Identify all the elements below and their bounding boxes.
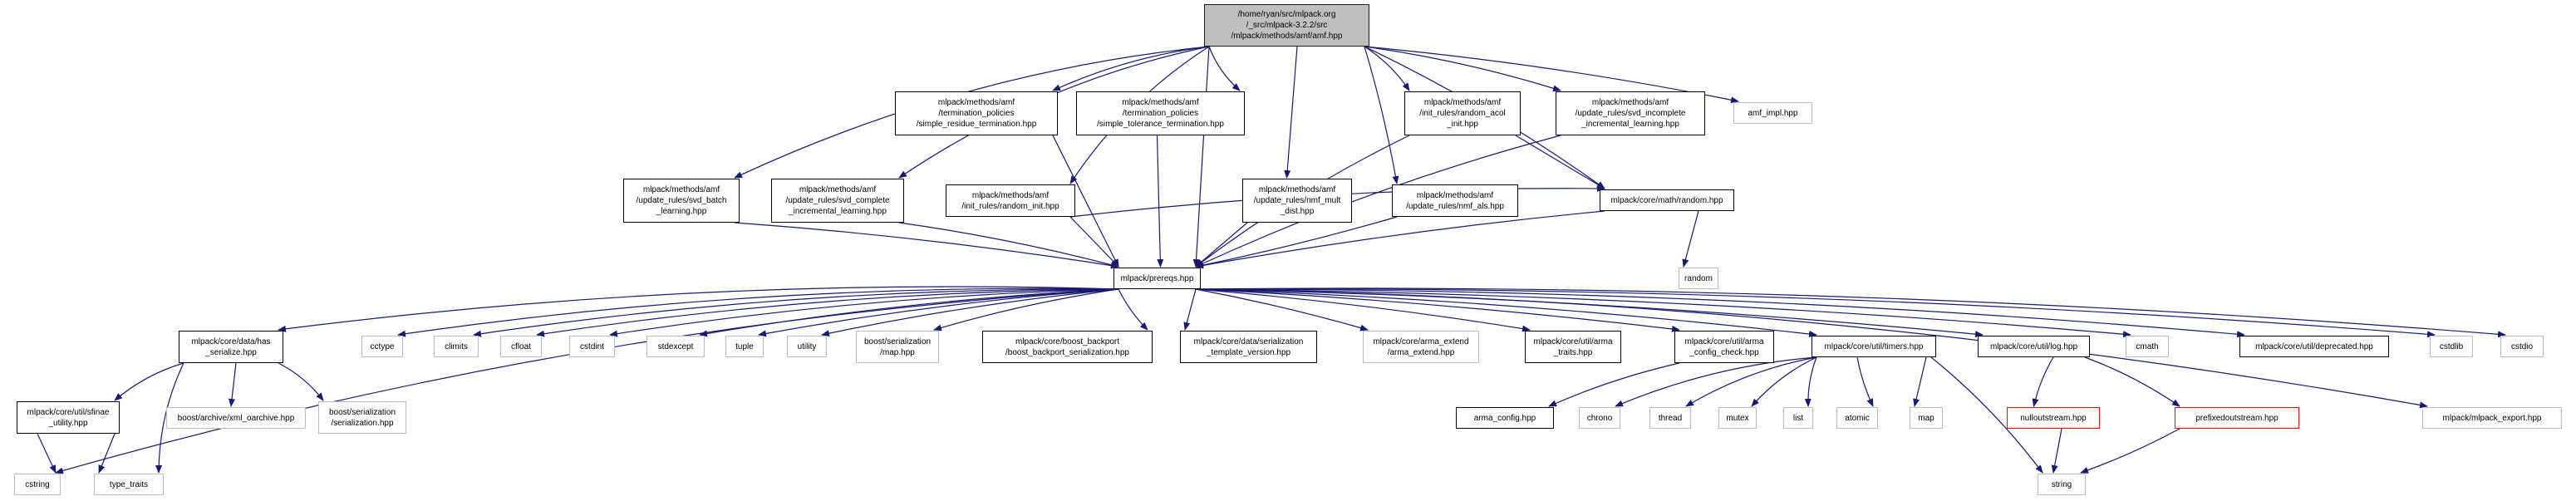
graph-node-label: boost/serialization bbox=[328, 407, 396, 417]
graph-node-label: _init.hpp bbox=[1447, 120, 1478, 129]
include-edge-random-acol-init-to-core-math-random-hpp bbox=[1516, 135, 1605, 189]
graph-node-deprecated-hpp[interactable] bbox=[2239, 336, 2389, 357]
graph-node-label: mlpack/methods/amf bbox=[971, 190, 1050, 200]
include-edge-has-serialize-hpp-to-boost-serialization-hpp bbox=[278, 363, 323, 400]
include-edge-prereqs-hpp-to-cfloat bbox=[537, 289, 1118, 335]
graph-node-label: mlpack/prereqs.hpp bbox=[1120, 273, 1194, 283]
include-edge-amf-hpp-to-nmf-als bbox=[1364, 47, 1397, 184]
graph-node-random-init[interactable] bbox=[946, 184, 1075, 217]
include-edge-prereqs-hpp-to-has-serialize-hpp bbox=[278, 287, 1118, 330]
include-edge-random-init-to-prereqs-hpp bbox=[1070, 217, 1118, 267]
include-edge-prereqs-hpp-to-cctype bbox=[398, 288, 1118, 335]
include-edge-timers-hpp-to-map bbox=[1915, 357, 1926, 406]
graph-node-label: _template_version.hpp bbox=[1206, 347, 1291, 357]
graph-node-list bbox=[1783, 407, 1813, 429]
graph-node-cstdio bbox=[2500, 336, 2544, 357]
graph-node-boost-serialization-hpp bbox=[318, 401, 406, 434]
graph-node-tuple bbox=[725, 336, 764, 357]
graph-node-climits bbox=[434, 336, 479, 357]
graph-node-sfinae-utility[interactable] bbox=[17, 401, 120, 434]
include-edge-log-hpp-to-nulloutstream-hpp bbox=[2034, 357, 2054, 406]
graph-node-label: /_src/mlpack-3.2.2/src bbox=[1246, 21, 1328, 30]
graph-node-cstdlib bbox=[2430, 336, 2473, 357]
include-edge-svd-batch-learning-to-prereqs-hpp bbox=[735, 223, 1118, 267]
graph-node-boost-backport-serialization[interactable] bbox=[982, 331, 1153, 363]
graph-node-type-traits bbox=[94, 474, 164, 495]
graph-node-label: chrono bbox=[1586, 413, 1613, 423]
graph-node-label: cmath bbox=[2136, 341, 2159, 351]
graph-node-label: utility bbox=[797, 341, 817, 351]
graph-node-label: atomic bbox=[1845, 413, 1870, 423]
graph-node-stdexcept bbox=[646, 336, 705, 357]
include-edge-amf-hpp-to-simple-residue-termination bbox=[1053, 47, 1209, 91]
graph-node-label: cstring bbox=[25, 479, 50, 489]
graph-node-label: _utility.hpp bbox=[48, 418, 88, 428]
graph-node-arma-config-check[interactable] bbox=[1674, 331, 1774, 363]
include-edge-core-math-random-hpp-to-random bbox=[1684, 211, 1698, 267]
graph-node-label: map bbox=[1918, 413, 1934, 423]
graph-node-label: mlpack/core/util/sfinae bbox=[27, 407, 110, 417]
graph-node-label: _dist.hpp bbox=[1280, 207, 1315, 216]
include-edge-prereqs-hpp-to-serialization-template-version bbox=[1185, 289, 1196, 330]
include-edge-amf-hpp-to-simple-tolerance-termination bbox=[1209, 47, 1240, 91]
graph-node-label: cstdint bbox=[580, 341, 604, 351]
graph-node-label: random bbox=[1684, 273, 1713, 283]
graph-node-label: /update_rules/svd_complete bbox=[785, 196, 890, 205]
graph-node-label: mlpack/mlpack_export.hpp bbox=[2442, 413, 2542, 423]
graph-node-label: /update_rules/svd_incomplete bbox=[1575, 109, 1686, 118]
graph-node-label: nulloutstream.hpp bbox=[2020, 413, 2087, 423]
graph-node-label: mlpack/core/util/deprecated.hpp bbox=[2255, 341, 2373, 351]
graph-node-prereqs-hpp[interactable] bbox=[1113, 268, 1201, 289]
include-edge-amf-hpp-to-nmf-mult-dist bbox=[1287, 47, 1298, 178]
graph-node-arma-extend bbox=[1363, 331, 1479, 363]
graph-node-label: mlpack/methods/amf bbox=[937, 98, 1015, 107]
graph-node-label: /simple_residue_termination.hpp bbox=[916, 120, 1037, 129]
graph-node-label: /boost_backport_serialization.hpp bbox=[1005, 347, 1129, 357]
graph-node-nulloutstream-hpp[interactable] bbox=[2007, 407, 2100, 429]
graph-node-label: cfloat bbox=[511, 341, 531, 351]
graph-node-arma-config-hpp[interactable] bbox=[1456, 407, 1554, 429]
graph-node-label: _config_check.hpp bbox=[1689, 347, 1759, 357]
graph-node-label: /mlpack/methods/amf/amf.hpp bbox=[1231, 32, 1343, 41]
include-edge-has-serialize-hpp-to-xml-oarchive bbox=[231, 363, 236, 406]
graph-node-utility bbox=[787, 336, 827, 357]
graph-node-random-acol-init[interactable] bbox=[1404, 91, 1521, 135]
graph-node-svd-complete-incremental-learning[interactable] bbox=[771, 179, 904, 223]
include-edge-timers-hpp-to-thread bbox=[1686, 357, 1816, 406]
graph-node-label: cstdlib bbox=[2439, 341, 2464, 351]
graph-node-label: /update_rules/nmf_mult bbox=[1253, 196, 1341, 205]
graph-node-label: mlpack/methods/amf bbox=[1416, 190, 1494, 200]
graph-node-label: /serialization.hpp bbox=[331, 418, 394, 428]
graph-node-nmf-als[interactable] bbox=[1392, 184, 1518, 217]
graph-node-label: /home/ryan/src/mlpack.org bbox=[1237, 10, 1336, 19]
graph-node-label: _serialize.hpp bbox=[205, 347, 257, 357]
graph-node-label: mlpack/core/arma_extend bbox=[1373, 336, 1469, 346]
graph-node-atomic bbox=[1836, 407, 1878, 429]
graph-node-cmath bbox=[2126, 336, 2169, 357]
graph-node-label: _traits.hpp bbox=[1553, 347, 1593, 357]
graph-node-timers-hpp[interactable] bbox=[1812, 336, 1936, 357]
graph-node-label: cstdio bbox=[2510, 341, 2534, 351]
graph-node-mlpack-export-hpp bbox=[2422, 407, 2562, 429]
graph-node-simple-residue-termination[interactable] bbox=[895, 91, 1058, 135]
graph-node-nmf-mult-dist[interactable] bbox=[1242, 179, 1352, 223]
include-edge-timers-hpp-to-list bbox=[1808, 357, 1816, 406]
include-edge-has-serialize-hpp-to-sfinae-utility bbox=[115, 363, 184, 400]
graph-node-cstdint bbox=[569, 336, 615, 357]
include-edge-amf-hpp-to-svd-incomplete-incremental-learning bbox=[1364, 47, 1561, 91]
include-edge-sfinae-utility-to-type-traits bbox=[99, 434, 115, 473]
graph-node-core-math-random-hpp[interactable] bbox=[1600, 189, 1734, 211]
graph-node-label: arma_config.hpp bbox=[1473, 413, 1536, 423]
graph-node-label: mlpack/core/data/has bbox=[191, 336, 271, 346]
graph-node-random bbox=[1679, 268, 1718, 289]
graph-node-prefixedoutstream-hpp[interactable] bbox=[2175, 407, 2299, 429]
graph-node-cctype bbox=[361, 336, 403, 357]
graph-node-label: amf_impl.hpp bbox=[1748, 108, 1798, 118]
include-edge-simple-tolerance-termination-to-prereqs-hpp bbox=[1158, 135, 1161, 267]
graph-node-label: mlpack/core/util/arma bbox=[1684, 336, 1764, 346]
graph-node-label: mlpack/methods/amf bbox=[1122, 98, 1199, 107]
graph-node-label: mlpack/methods/amf bbox=[642, 185, 720, 194]
graph-node-label: /update_rules/nmf_als.hpp bbox=[1406, 201, 1504, 211]
graph-node-amf-hpp bbox=[1204, 4, 1369, 47]
include-edge-prereqs-hpp-to-cstring bbox=[56, 289, 1118, 473]
graph-node-xml-oarchive bbox=[166, 407, 306, 429]
include-edge-prereqs-hpp-to-boost-backport-serialization bbox=[1118, 289, 1148, 330]
graph-node-boost-serialization-map-hpp bbox=[856, 331, 939, 363]
include-edge-nmf-mult-dist-to-prereqs-hpp bbox=[1196, 223, 1247, 267]
graph-node-has-serialize-hpp[interactable] bbox=[179, 331, 283, 363]
graph-node-label: /init_rules/random_acol bbox=[1419, 109, 1506, 118]
graph-node-label: string bbox=[2051, 479, 2072, 489]
graph-node-label: mlpack/core/math/random.hpp bbox=[1610, 195, 1723, 205]
include-edge-arma-config-check-to-arma-config-hpp bbox=[1549, 363, 1679, 406]
graph-node-label: prefixedoutstream.hpp bbox=[2195, 413, 2279, 423]
graph-node-label: mlpack/core/util/log.hpp bbox=[1989, 341, 2078, 351]
graph-node-label: boost/archive/xml_oarchive.hpp bbox=[177, 413, 295, 423]
graph-node-label: /map.hpp bbox=[880, 347, 915, 357]
graph-node-label: /arma_extend.hpp bbox=[1387, 347, 1455, 357]
graph-node-label: thread bbox=[1658, 413, 1683, 423]
graph-node-label: mlpack/methods/amf bbox=[1423, 98, 1502, 107]
include-edge-timers-hpp-to-atomic bbox=[1857, 357, 1873, 406]
include-edge-amf-hpp-to-prereqs-hpp bbox=[1196, 47, 1209, 267]
graph-node-label: _incremental_learning.hpp bbox=[1581, 120, 1679, 129]
graph-node-svd-batch-learning[interactable] bbox=[623, 179, 740, 223]
graph-node-label: /termination_policies bbox=[938, 109, 1015, 118]
include-edge-sfinae-utility-to-cstring bbox=[37, 434, 56, 473]
graph-node-mutex bbox=[1718, 407, 1757, 429]
include-edge-prefixedoutstream-hpp-to-string bbox=[2081, 429, 2180, 473]
graph-node-amf-impl-hpp bbox=[1733, 102, 1812, 124]
graph-node-label: list bbox=[1792, 413, 1804, 423]
graph-node-label: mlpack/methods/amf bbox=[1591, 98, 1669, 107]
graph-node-label: mlpack/core/util/arma bbox=[1533, 336, 1613, 346]
graph-node-label: cctype bbox=[370, 341, 395, 351]
graph-node-simple-tolerance-termination[interactable] bbox=[1076, 91, 1245, 135]
graph-node-label: mutex bbox=[1726, 413, 1749, 423]
include-edge-nmf-als-to-prereqs-hpp bbox=[1196, 217, 1397, 267]
graph-node-label: type_traits bbox=[109, 479, 149, 489]
graph-node-log-hpp[interactable] bbox=[1978, 336, 2090, 357]
graph-node-string bbox=[2038, 474, 2086, 495]
graph-node-map bbox=[1910, 407, 1943, 429]
graph-node-label: mlpack/methods/amf bbox=[1258, 185, 1336, 194]
graph-node-label: climits bbox=[445, 341, 468, 351]
graph-node-label: stdexcept bbox=[657, 341, 694, 351]
graph-node-label: mlpack/core/boost_backport bbox=[1015, 336, 1120, 346]
graph-node-label: /termination_policies bbox=[1122, 109, 1199, 118]
graph-node-arma-traits[interactable] bbox=[1525, 331, 1621, 363]
include-edge-prereqs-hpp-to-tuple bbox=[759, 289, 1118, 335]
graph-node-serialization-template-version[interactable] bbox=[1180, 331, 1317, 363]
graph-node-label: mlpack/core/data/serialization bbox=[1193, 336, 1304, 346]
graph-node-label: boost/serialization bbox=[863, 336, 932, 346]
graph-node-label: mlpack/core/util/timers.hpp bbox=[1824, 341, 1924, 351]
graph-node-svd-incomplete-incremental-learning[interactable] bbox=[1556, 91, 1705, 135]
graph-node-chrono bbox=[1579, 407, 1620, 429]
graph-node-label: tuple bbox=[735, 341, 754, 351]
graph-node-label: /update_rules/svd_batch bbox=[636, 196, 727, 205]
graph-node-cstring bbox=[14, 474, 61, 495]
include-edge-nulloutstream-hpp-to-string bbox=[2053, 429, 2062, 473]
graph-node-label: _incremental_learning.hpp bbox=[789, 207, 887, 216]
graph-node-label: _learning.hpp bbox=[656, 207, 707, 216]
graph-node-label: /init_rules/random_init.hpp bbox=[961, 201, 1059, 211]
include-edge-svd-complete-incremental-learning-to-prereqs-hpp bbox=[899, 223, 1118, 267]
graph-node-label: /simple_tolerance_termination.hpp bbox=[1097, 120, 1224, 129]
graph-node-label: mlpack/methods/amf bbox=[799, 185, 877, 194]
graph-node-cfloat bbox=[500, 336, 542, 357]
graph-node-thread bbox=[1649, 407, 1691, 429]
include-edge-timers-hpp-to-chrono bbox=[1615, 357, 1816, 406]
